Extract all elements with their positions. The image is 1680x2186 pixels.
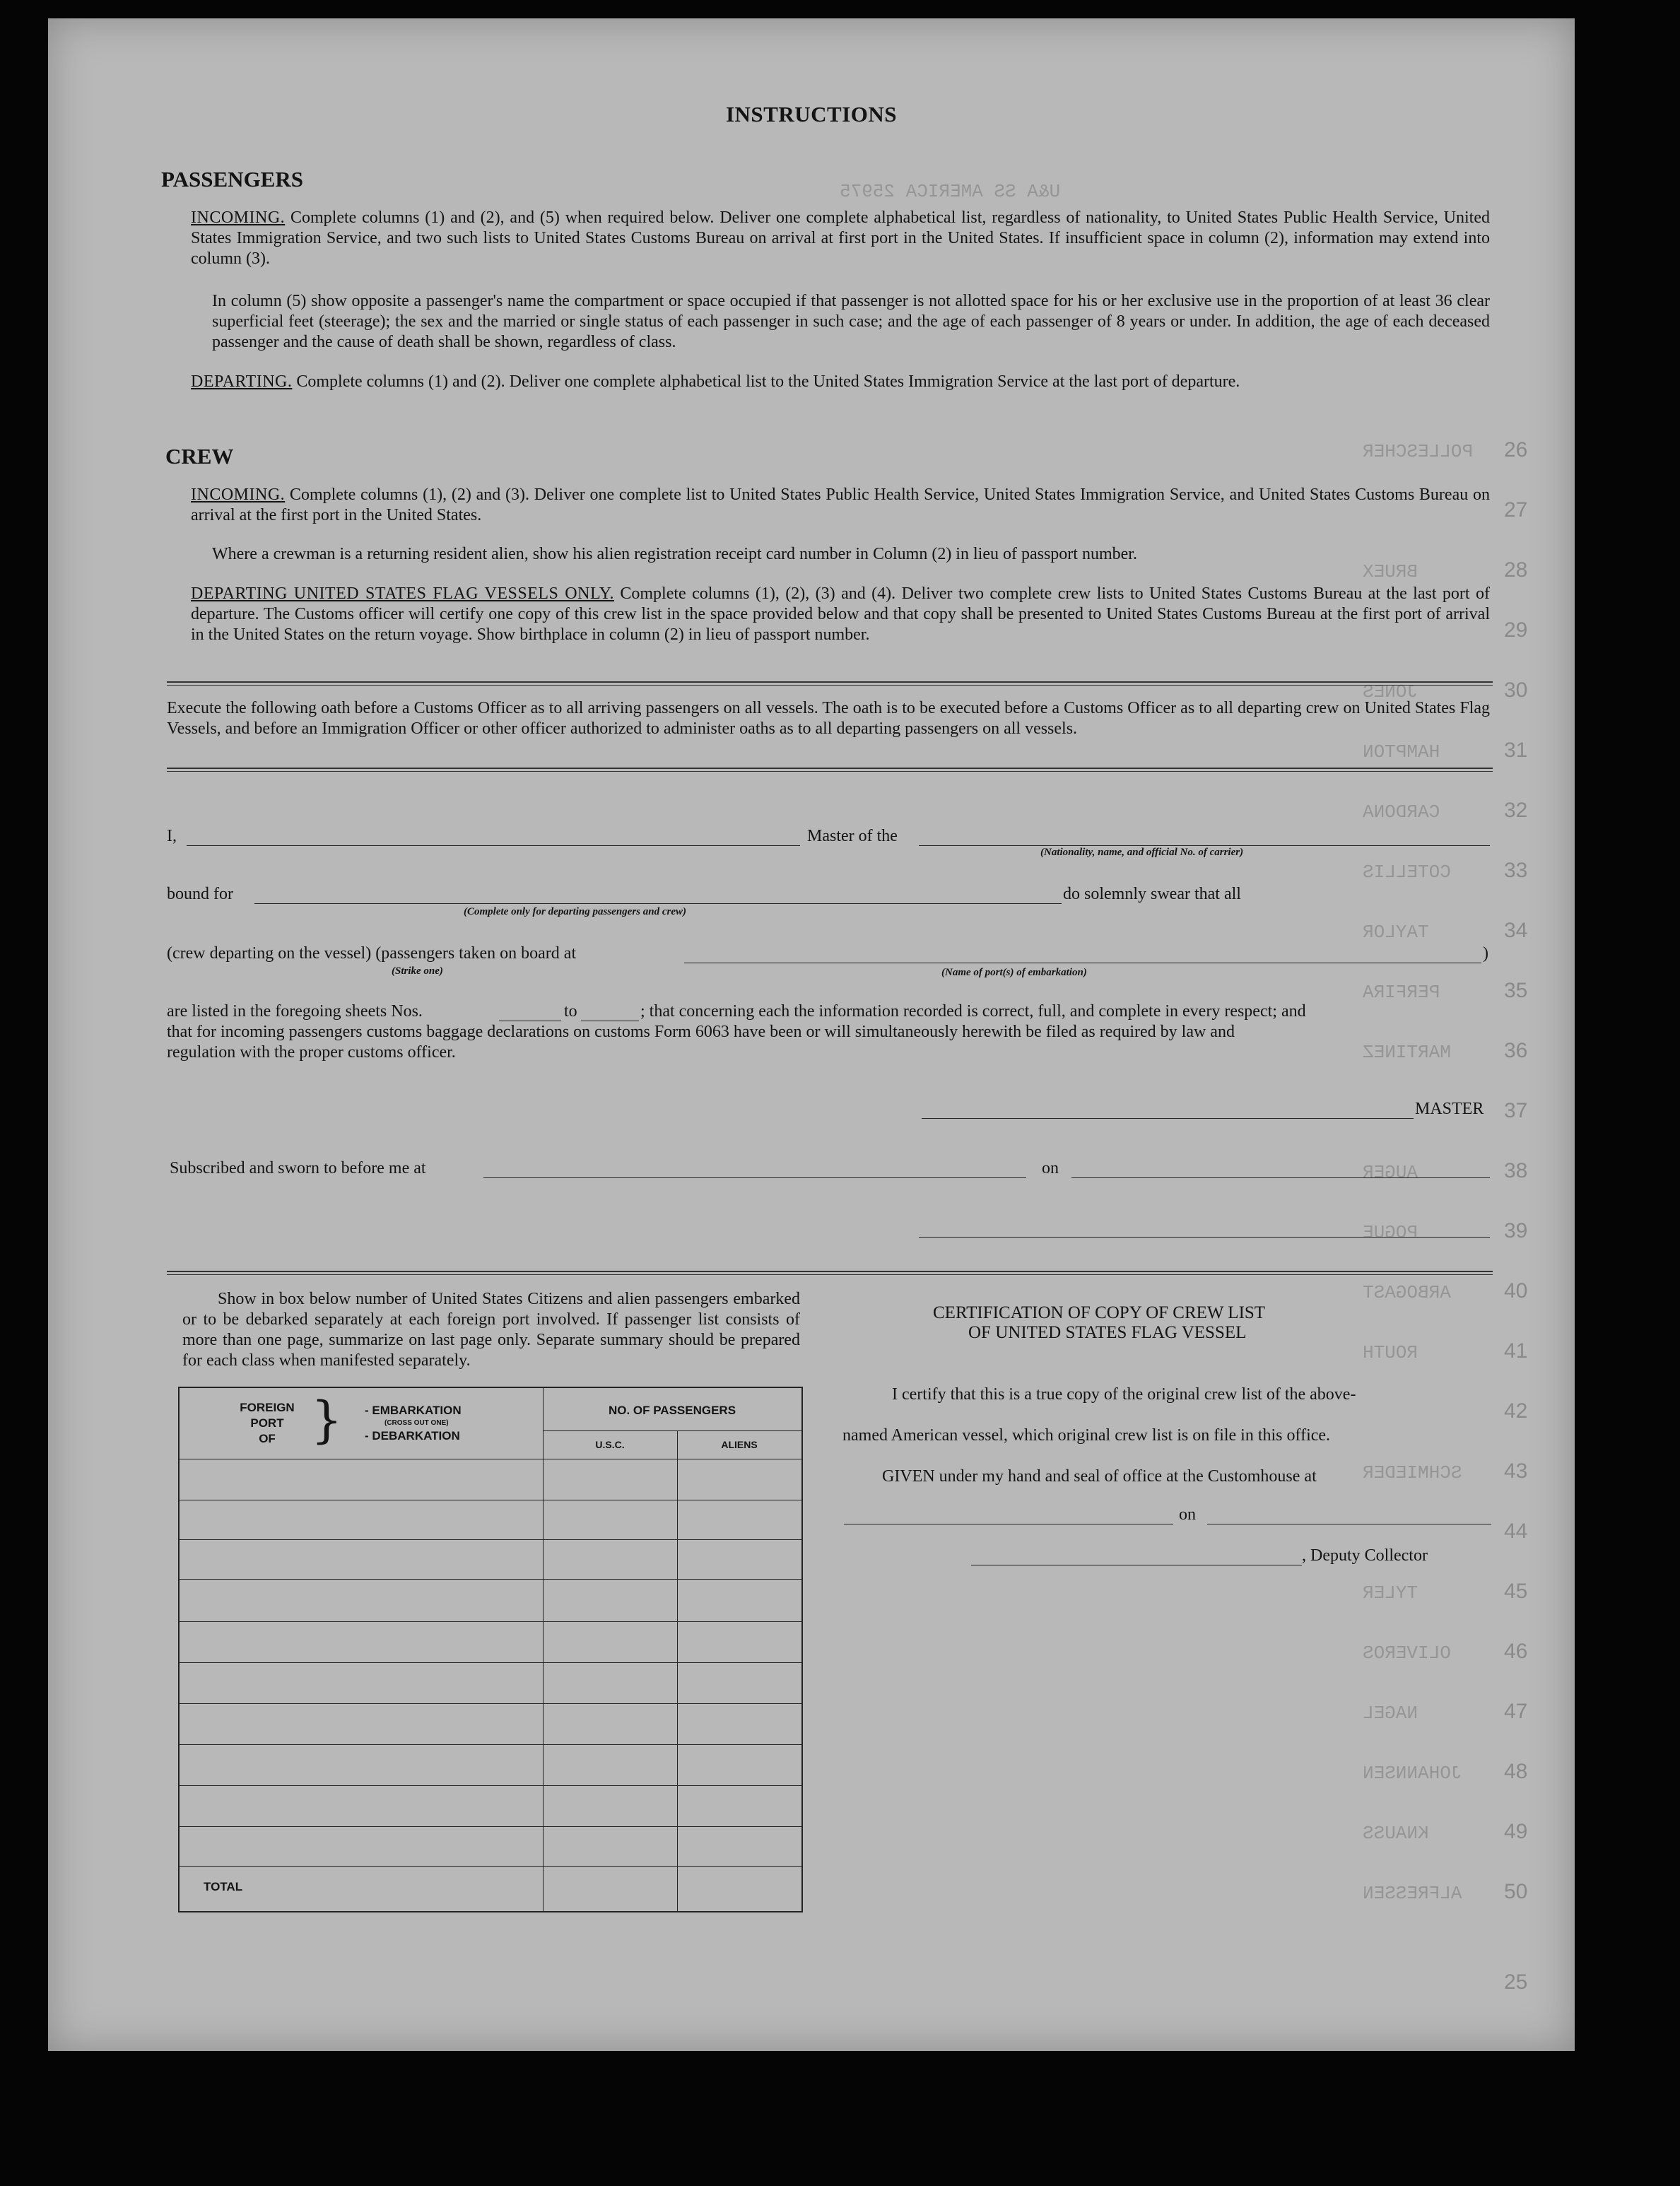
bleed-through-row-number: 45	[1504, 1580, 1528, 1603]
port-label: PORT	[250, 1416, 284, 1430]
cert-line-1: I certify that this is a true copy of the original crew list of the above-	[892, 1385, 1356, 1404]
bleed-through-name: COTELLIS	[1363, 862, 1451, 883]
passengers-departing	[191, 372, 1490, 392]
of-label: OF	[259, 1432, 276, 1445]
bleed-through-row-number: 46	[1504, 1640, 1528, 1663]
oath-subscribed: Subscribed and sworn to before me at	[170, 1159, 426, 1177]
oath-close-paren: )	[1483, 944, 1488, 963]
passengers-departing-label: DEPARTING.	[191, 372, 293, 391]
no-of-passengers-label: NO. OF PASSENGERS	[608, 1404, 736, 1417]
bleed-through-name: NAGEL	[1363, 1703, 1418, 1724]
bleed-through-row-number: 27	[1504, 498, 1528, 522]
summary-instructions: Show in box below number of United States Citizens and alien passengers embarked or to be debarked separately at each foreign port involved. If passenger list consists of more than one page, summarize on last page only. Separate summary should be prepared for each class when manifested separately.	[182, 1290, 800, 1370]
debarkation-label: - DEBARKATION	[365, 1429, 460, 1442]
master-signature-field[interactable]	[922, 1118, 1414, 1119]
crew-resident: Where a crewman is a returning resident alien, show his alien registration receipt card number in Column (2) in lieu of passport number.	[212, 545, 1137, 563]
bleed-through-name: CARDONA	[1363, 801, 1440, 823]
usc-label: U.S.C.	[595, 1439, 625, 1450]
passengers-column5: In column (5) show opposite a passenger's name the compartment or space occupied if that passenger is not allotted space for his or her exclusive use in the proportion of at least 36 clear superficial feet (steerage); the sex and the married or single status of each passenger in such case; and the age of each passenger of 8 years or under. In addition, the age of each deceased passenger and the cause of death shall be shown, regardless of class.	[212, 292, 1490, 351]
divider-oath	[167, 768, 1493, 772]
bleed-through-name: ALFRESSEN	[1363, 1883, 1462, 1904]
passengers-incoming-text: Complete columns (1) and (2), and (5) when required below. Deliver one complete alphabetical list, regardless of nationality, to United States Public Health Service, United States Immigration Service, and two such lists to United States Customs Bureau on arrival at first port in the United States. If insufficient space in column (2), information may extend into column (3).	[191, 208, 1490, 268]
bleed-through-name: HAMPTON	[1363, 741, 1440, 763]
aliens-label: ALIENS	[721, 1439, 758, 1450]
brace-glyph: }	[311, 1391, 343, 1449]
bleed-through-header: U&A SS AMERICA 25975	[840, 181, 1061, 202]
passengers-departing-text: Complete columns (1) and (2). Deliver one complete alphabetical list to the United States Immigration Service at the last port of departure.	[292, 372, 1240, 391]
officer-signature-field[interactable]	[919, 1237, 1490, 1238]
carrier-field[interactable]	[919, 845, 1490, 846]
total-label: TOTAL	[204, 1880, 243, 1893]
crew-heading: CREW	[165, 444, 234, 469]
bleed-through-row-number: 40	[1504, 1279, 1528, 1303]
bleed-through-name: JONES	[1363, 681, 1418, 703]
cross-out-label: (CROSS OUT ONE)	[384, 1419, 449, 1427]
passengers-incoming-label: INCOMING.	[191, 208, 286, 227]
oath-master-of-the: Master of the	[807, 827, 898, 845]
oath-swear: do solemnly swear that all	[1063, 885, 1241, 903]
bleed-through-name: TYLER	[1363, 1582, 1418, 1604]
bleed-through-name: ARBOGAST	[1363, 1282, 1451, 1303]
bleed-through-row-number: 44	[1504, 1520, 1528, 1543]
bleed-through-name: JOHANNSEN	[1363, 1763, 1462, 1784]
bleed-through-name: PERFIRA	[1363, 982, 1440, 1003]
bound-for-field[interactable]	[254, 903, 1062, 904]
master-name-field[interactable]	[187, 845, 800, 846]
bleed-through-row-number: 48	[1504, 1760, 1528, 1783]
page-title: INSTRUCTIONS	[725, 102, 897, 127]
crew-departing	[191, 584, 1490, 645]
bleed-through-row-number: 25	[1504, 1970, 1528, 1994]
bleed-through-row-number: 42	[1504, 1399, 1528, 1423]
bleed-through-name: MARTINEZ	[1363, 1042, 1451, 1063]
bleed-through-row-number: 39	[1504, 1219, 1528, 1242]
passengers-incoming	[191, 208, 1490, 269]
oath-listed-d: regulation with the proper customs officer.	[167, 1043, 456, 1062]
bleed-through-row-number: 41	[1504, 1339, 1528, 1363]
bleed-through-row-number: 49	[1504, 1820, 1528, 1843]
strike-caption: (Strike one)	[392, 965, 443, 977]
bleed-through-name: BRUEX	[1363, 561, 1418, 582]
bleed-through-row-number: 50	[1504, 1880, 1528, 1903]
bleed-through-name: POGUE	[1363, 1222, 1418, 1243]
bleed-through-row-number: 37	[1504, 1099, 1528, 1122]
bleed-through-name: KNAUSS	[1363, 1823, 1429, 1844]
crew-departing-text: Complete columns (1), (2), (3) and (4). Deliver two complete crew lists to United States Customs Bureau at the last port of departure. The Customs officer will certify one copy of this crew list in the space provided below and that copy shall be presented to United States Customs Bureau at the first port of arrival in the United States on the return voyage. Show birthplace in column (2) in lieu of passport number.	[191, 584, 1490, 644]
cert-line-3: GIVEN under my hand and seal of office at the Customhouse at	[882, 1467, 1317, 1486]
bleed-through-row-number: 36	[1504, 1039, 1528, 1062]
oath-i: I,	[167, 827, 177, 845]
crew-incoming-text: Complete columns (1), (2) and (3). Deliver one complete list to United States Public Health Service, United States Immigration Service, and United States Customs Bureau on arrival at the first port in the United States.	[191, 486, 1490, 524]
subscribed-date-field[interactable]	[1071, 1177, 1490, 1178]
bleed-through-row-number: 31	[1504, 739, 1528, 762]
cert-deputy: , Deputy Collector	[1302, 1546, 1428, 1565]
divider-summary	[167, 1271, 1493, 1275]
crew-departing-label: DEPARTING UNITED STATES FLAG VESSELS ONLY.	[191, 584, 614, 603]
subscribed-at-field[interactable]	[483, 1177, 1026, 1178]
bound-caption: (Complete only for departing passengers and crew)	[464, 906, 686, 917]
oath-listed-b: ; that concerning each the information recorded is correct, full, and complete in every respect; and	[640, 1002, 1306, 1021]
bleed-through-name: SCHMIEDER	[1363, 1462, 1462, 1483]
oath-master: MASTER	[1415, 1100, 1484, 1118]
embarkation-label: - EMBARKATION	[365, 1404, 462, 1417]
bleed-through-row-number: 29	[1504, 618, 1528, 642]
bleed-through-row-number: 32	[1504, 799, 1528, 822]
bleed-through-row-number: 38	[1504, 1159, 1528, 1182]
carrier-caption: (Nationality, name, and official No. of carrier)	[1040, 847, 1244, 858]
crew-incoming	[191, 485, 1490, 526]
oath-crew-departing: (crew departing on the vessel) (passengers taken on board at	[167, 944, 577, 963]
bleed-through-name: POLLESCHER	[1363, 441, 1474, 462]
cert-line-2: named American vessel, which original crew list is on file in this office.	[842, 1426, 1331, 1445]
foreign-label: FOREIGN	[240, 1401, 295, 1414]
bleed-through-name: ROUTH	[1363, 1342, 1418, 1363]
bleed-through-row-number: 35	[1504, 979, 1528, 1002]
bleed-through-name: OLIVEROS	[1363, 1643, 1451, 1664]
cert-title-1: CERTIFICATION OF COPY OF CREW LIST	[933, 1303, 1266, 1322]
oath-bound-for: bound for	[167, 885, 233, 903]
cert-on: on	[1179, 1505, 1196, 1524]
cert-title-2: OF UNITED STATES FLAG VESSEL	[968, 1323, 1247, 1342]
bleed-through-row-number: 30	[1504, 678, 1528, 702]
ports-caption: (Name of port(s) of embarkation)	[941, 967, 1087, 978]
bleed-through-row-number: 43	[1504, 1459, 1528, 1483]
oath-intro: Execute the following oath before a Customs Officer as to all arriving passengers on all vessels. The oath is to be executed before a Customs Officer as to all departing crew on United States Flag Vessels, and before an Immigration Officer or other officer authorized to administer oaths as to all departing passengers on all vessels.	[167, 699, 1490, 738]
divider-top	[167, 681, 1493, 686]
bleed-through-row-number: 47	[1504, 1700, 1528, 1723]
bleed-through-row-number: 28	[1504, 558, 1528, 582]
passengers-heading: PASSENGERS	[161, 167, 303, 192]
bleed-through-row-number: 34	[1504, 919, 1528, 942]
document-page	[48, 18, 1575, 2051]
oath-listed-c: that for incoming passengers customs baggage declarations on customs Form 6063 have been or will simultaneously herewith be filed as required by law and	[167, 1023, 1235, 1041]
bleed-through-row-number: 26	[1504, 438, 1528, 462]
oath-listed-a: are listed in the foregoing sheets Nos.	[167, 1002, 423, 1021]
oath-listed-to: to	[564, 1002, 577, 1021]
bleed-through-name: TAYLOR	[1363, 922, 1429, 943]
oath-on: on	[1042, 1159, 1059, 1177]
crew-incoming-label: INCOMING.	[191, 486, 286, 504]
bleed-through-row-number: 33	[1504, 859, 1528, 882]
bleed-through-name: AUGER	[1363, 1162, 1418, 1183]
passenger-summary-table	[178, 1387, 803, 1912]
